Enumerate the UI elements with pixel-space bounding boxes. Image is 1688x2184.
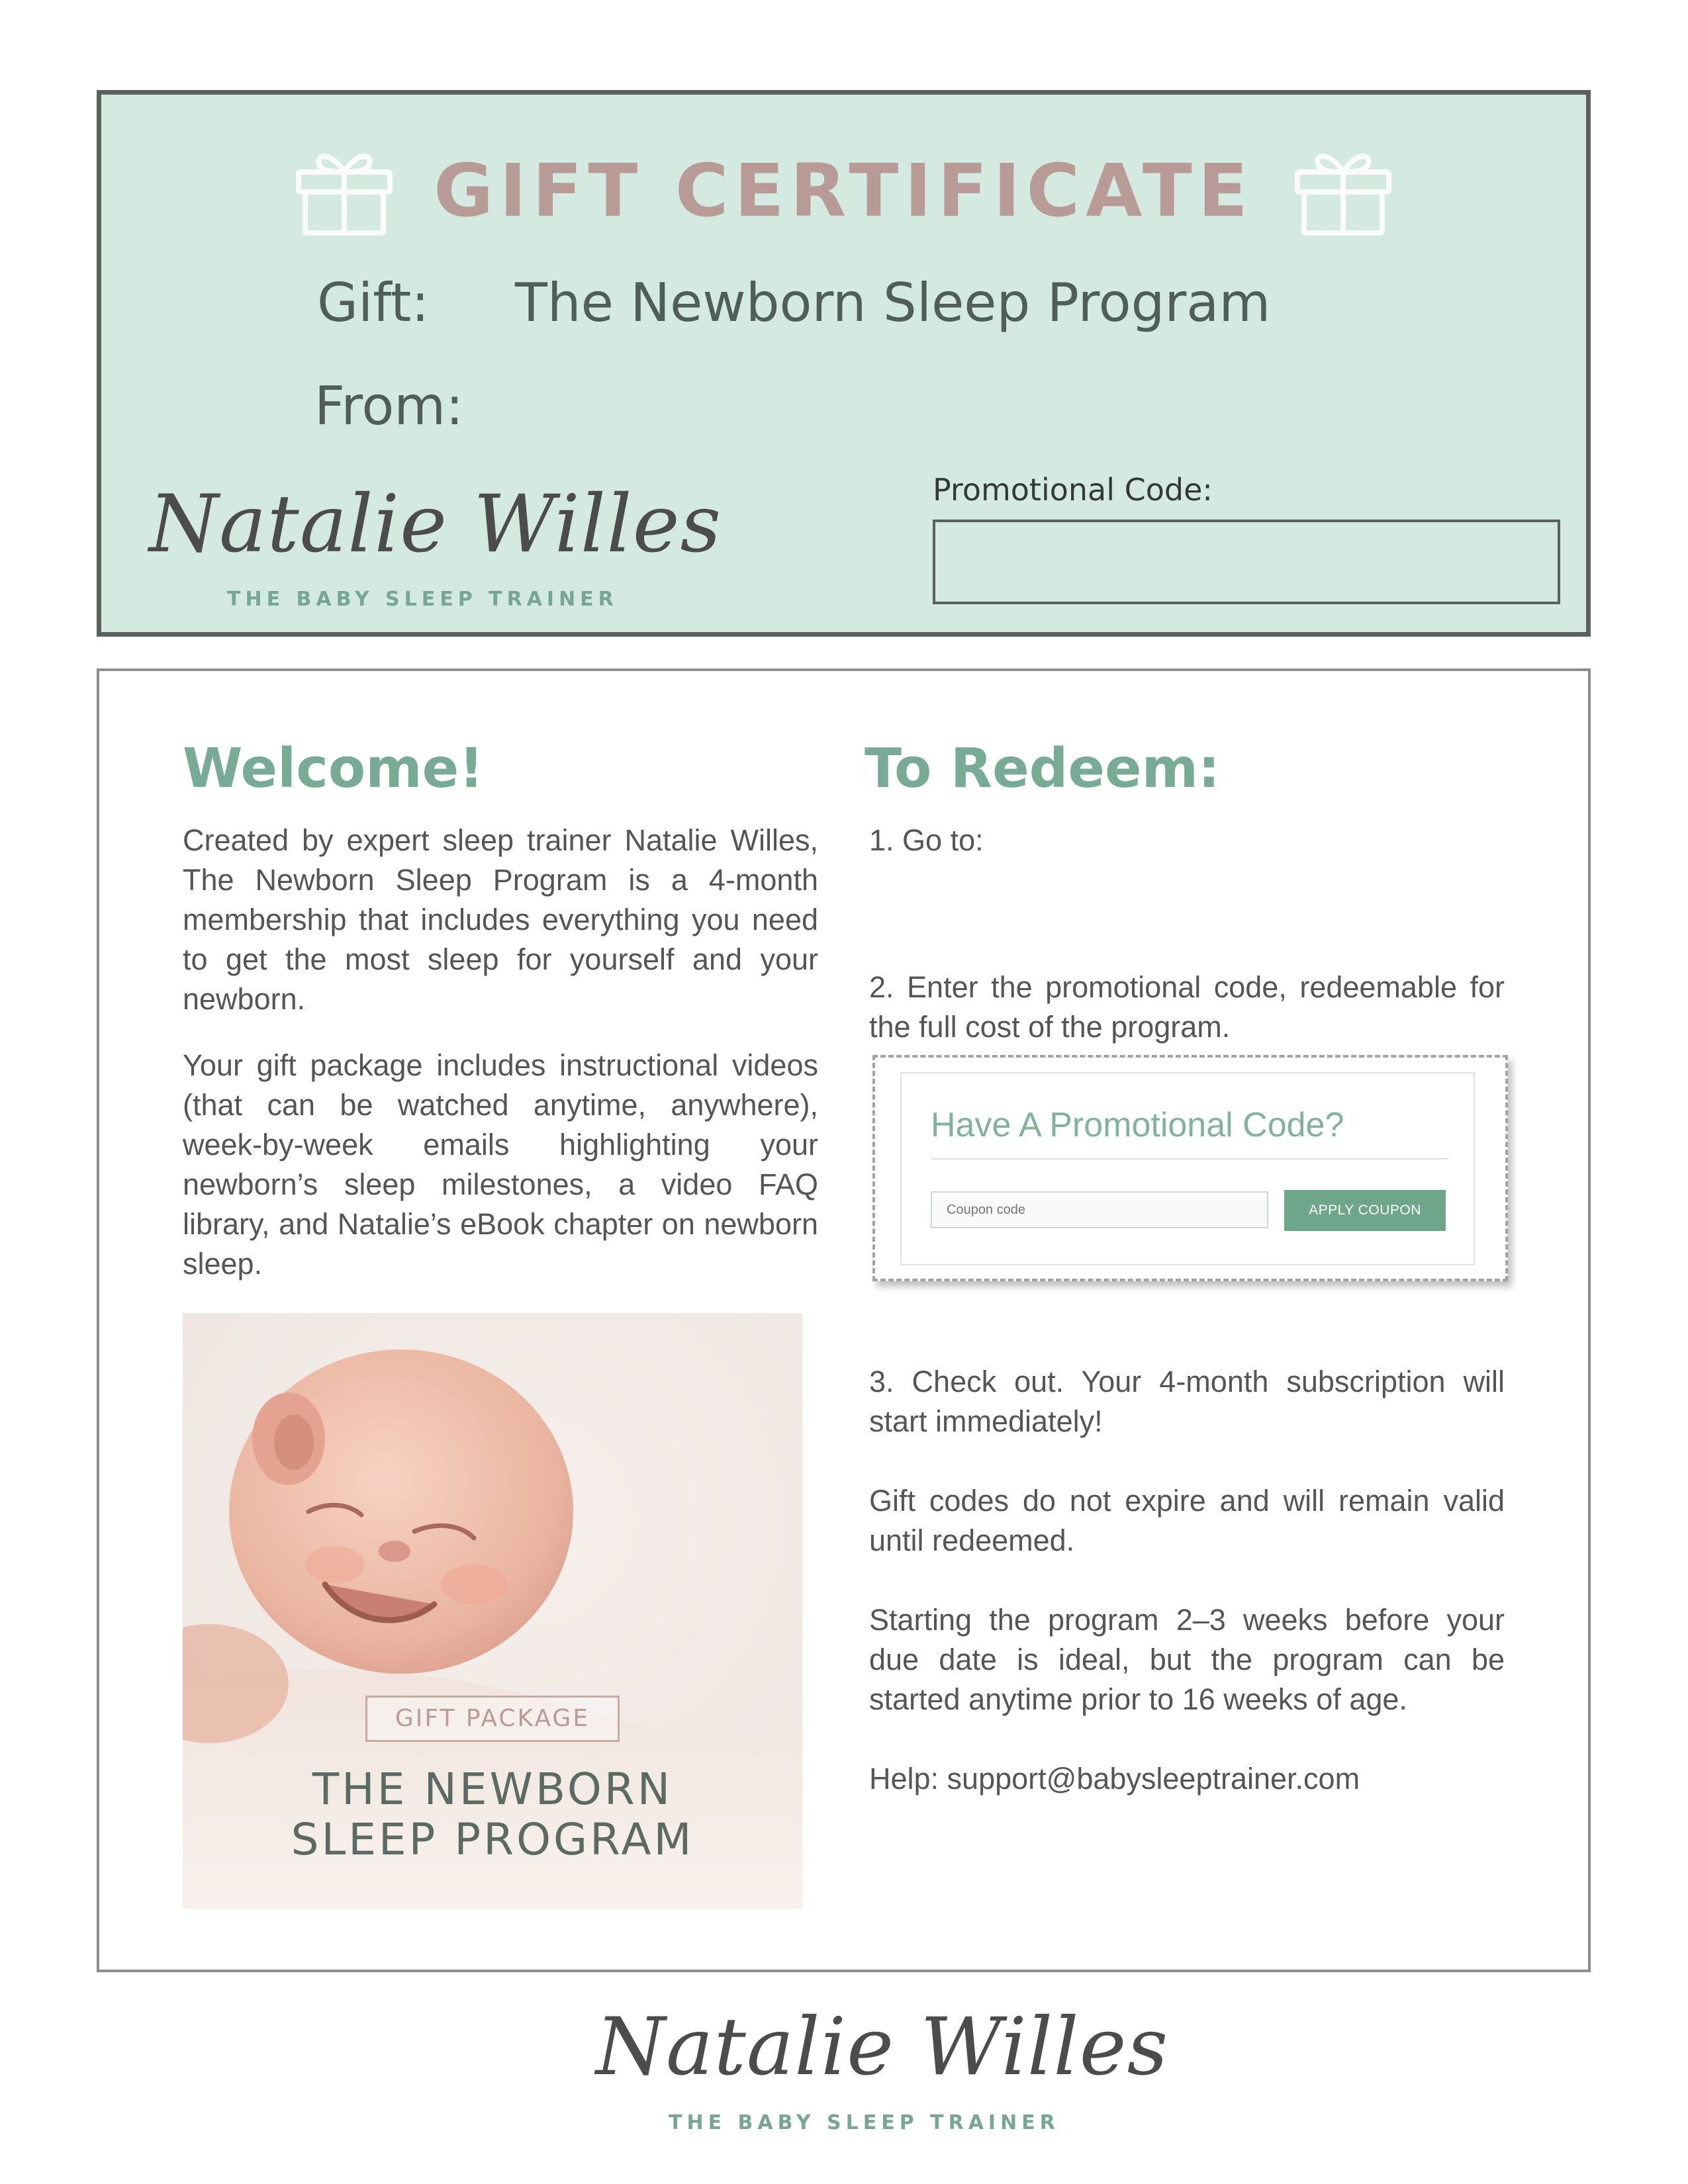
redeem-step-2: 2. Enter the promotional code, redeemable for the full cost of the program. [869, 970, 1505, 1044]
gift-icon [1293, 146, 1393, 236]
product-image [183, 1313, 802, 1909]
redeem-heading: To Redeem: [865, 737, 1220, 800]
gift-certificate [97, 90, 1591, 637]
coupon-code-input[interactable] [931, 1191, 1268, 1228]
footer-brand-tagline: THE BABY SLEEP TRAINER [669, 2111, 1060, 2134]
promo-code-label: Promotional Code: [933, 472, 1213, 508]
redeem-step-1: 1. Go to: [869, 823, 984, 857]
coupon-widget [900, 1072, 1475, 1265]
gift-package-tag: GIFT PACKAGE [365, 1696, 620, 1742]
footer-brand-signature: Natalie Willes [596, 2001, 1169, 2093]
product-title-line: SLEEP PROGRAM [291, 1814, 694, 1865]
certificate-title: GIFT CERTIFICATE [434, 148, 1254, 233]
welcome-paragraph: Created by expert sleep trainer Natalie Willes, The Newborn Sleep Program is a 4-month membership that includes everything you need to get the most sleep for yourself and your newborn. [183, 823, 818, 1016]
from-label: From: [314, 375, 464, 437]
brand-signature: Natalie Willes [149, 478, 722, 570]
timing-note: Starting the program 2–3 weeks before your due date is ideal, but the program can be started anytime prior to 16 weeks of age. [869, 1603, 1505, 1716]
welcome-heading: Welcome! [183, 737, 484, 800]
gift-label: Gift: [317, 272, 430, 334]
help-contact: Help: support@babysleeptrainer.com [869, 1762, 1360, 1796]
gift-value: The Newborn Sleep Program [515, 272, 1271, 334]
product-title-line: THE NEWBORN [312, 1764, 673, 1815]
divider [931, 1158, 1448, 1160]
coupon-widget-title: Have A Promotional Code? [931, 1106, 1344, 1144]
info-panel [97, 668, 1591, 1972]
promo-code-box[interactable] [933, 520, 1560, 604]
coupon-widget-screenshot [872, 1055, 1508, 1281]
gift-icon [295, 146, 394, 236]
apply-coupon-button[interactable]: APPLY COUPON [1284, 1190, 1446, 1231]
redeem-step-3: 3. Check out. Your 4-month subscription will start immediately! [869, 1365, 1505, 1438]
brand-tagline: THE BABY SLEEP TRAINER [227, 588, 618, 611]
expiry-note: Gift codes do not expire and will remain valid until redeemed. [869, 1484, 1505, 1557]
certificate-title-row [101, 134, 1586, 247]
welcome-paragraph: Your gift package includes instructional videos (that can be watched anytime, anywhere), week-by-week emails highlighting your newborn’s sleep milestones, a video FAQ library, and Natalie’s eBook chapter on newborn sleep. [183, 1048, 818, 1281]
